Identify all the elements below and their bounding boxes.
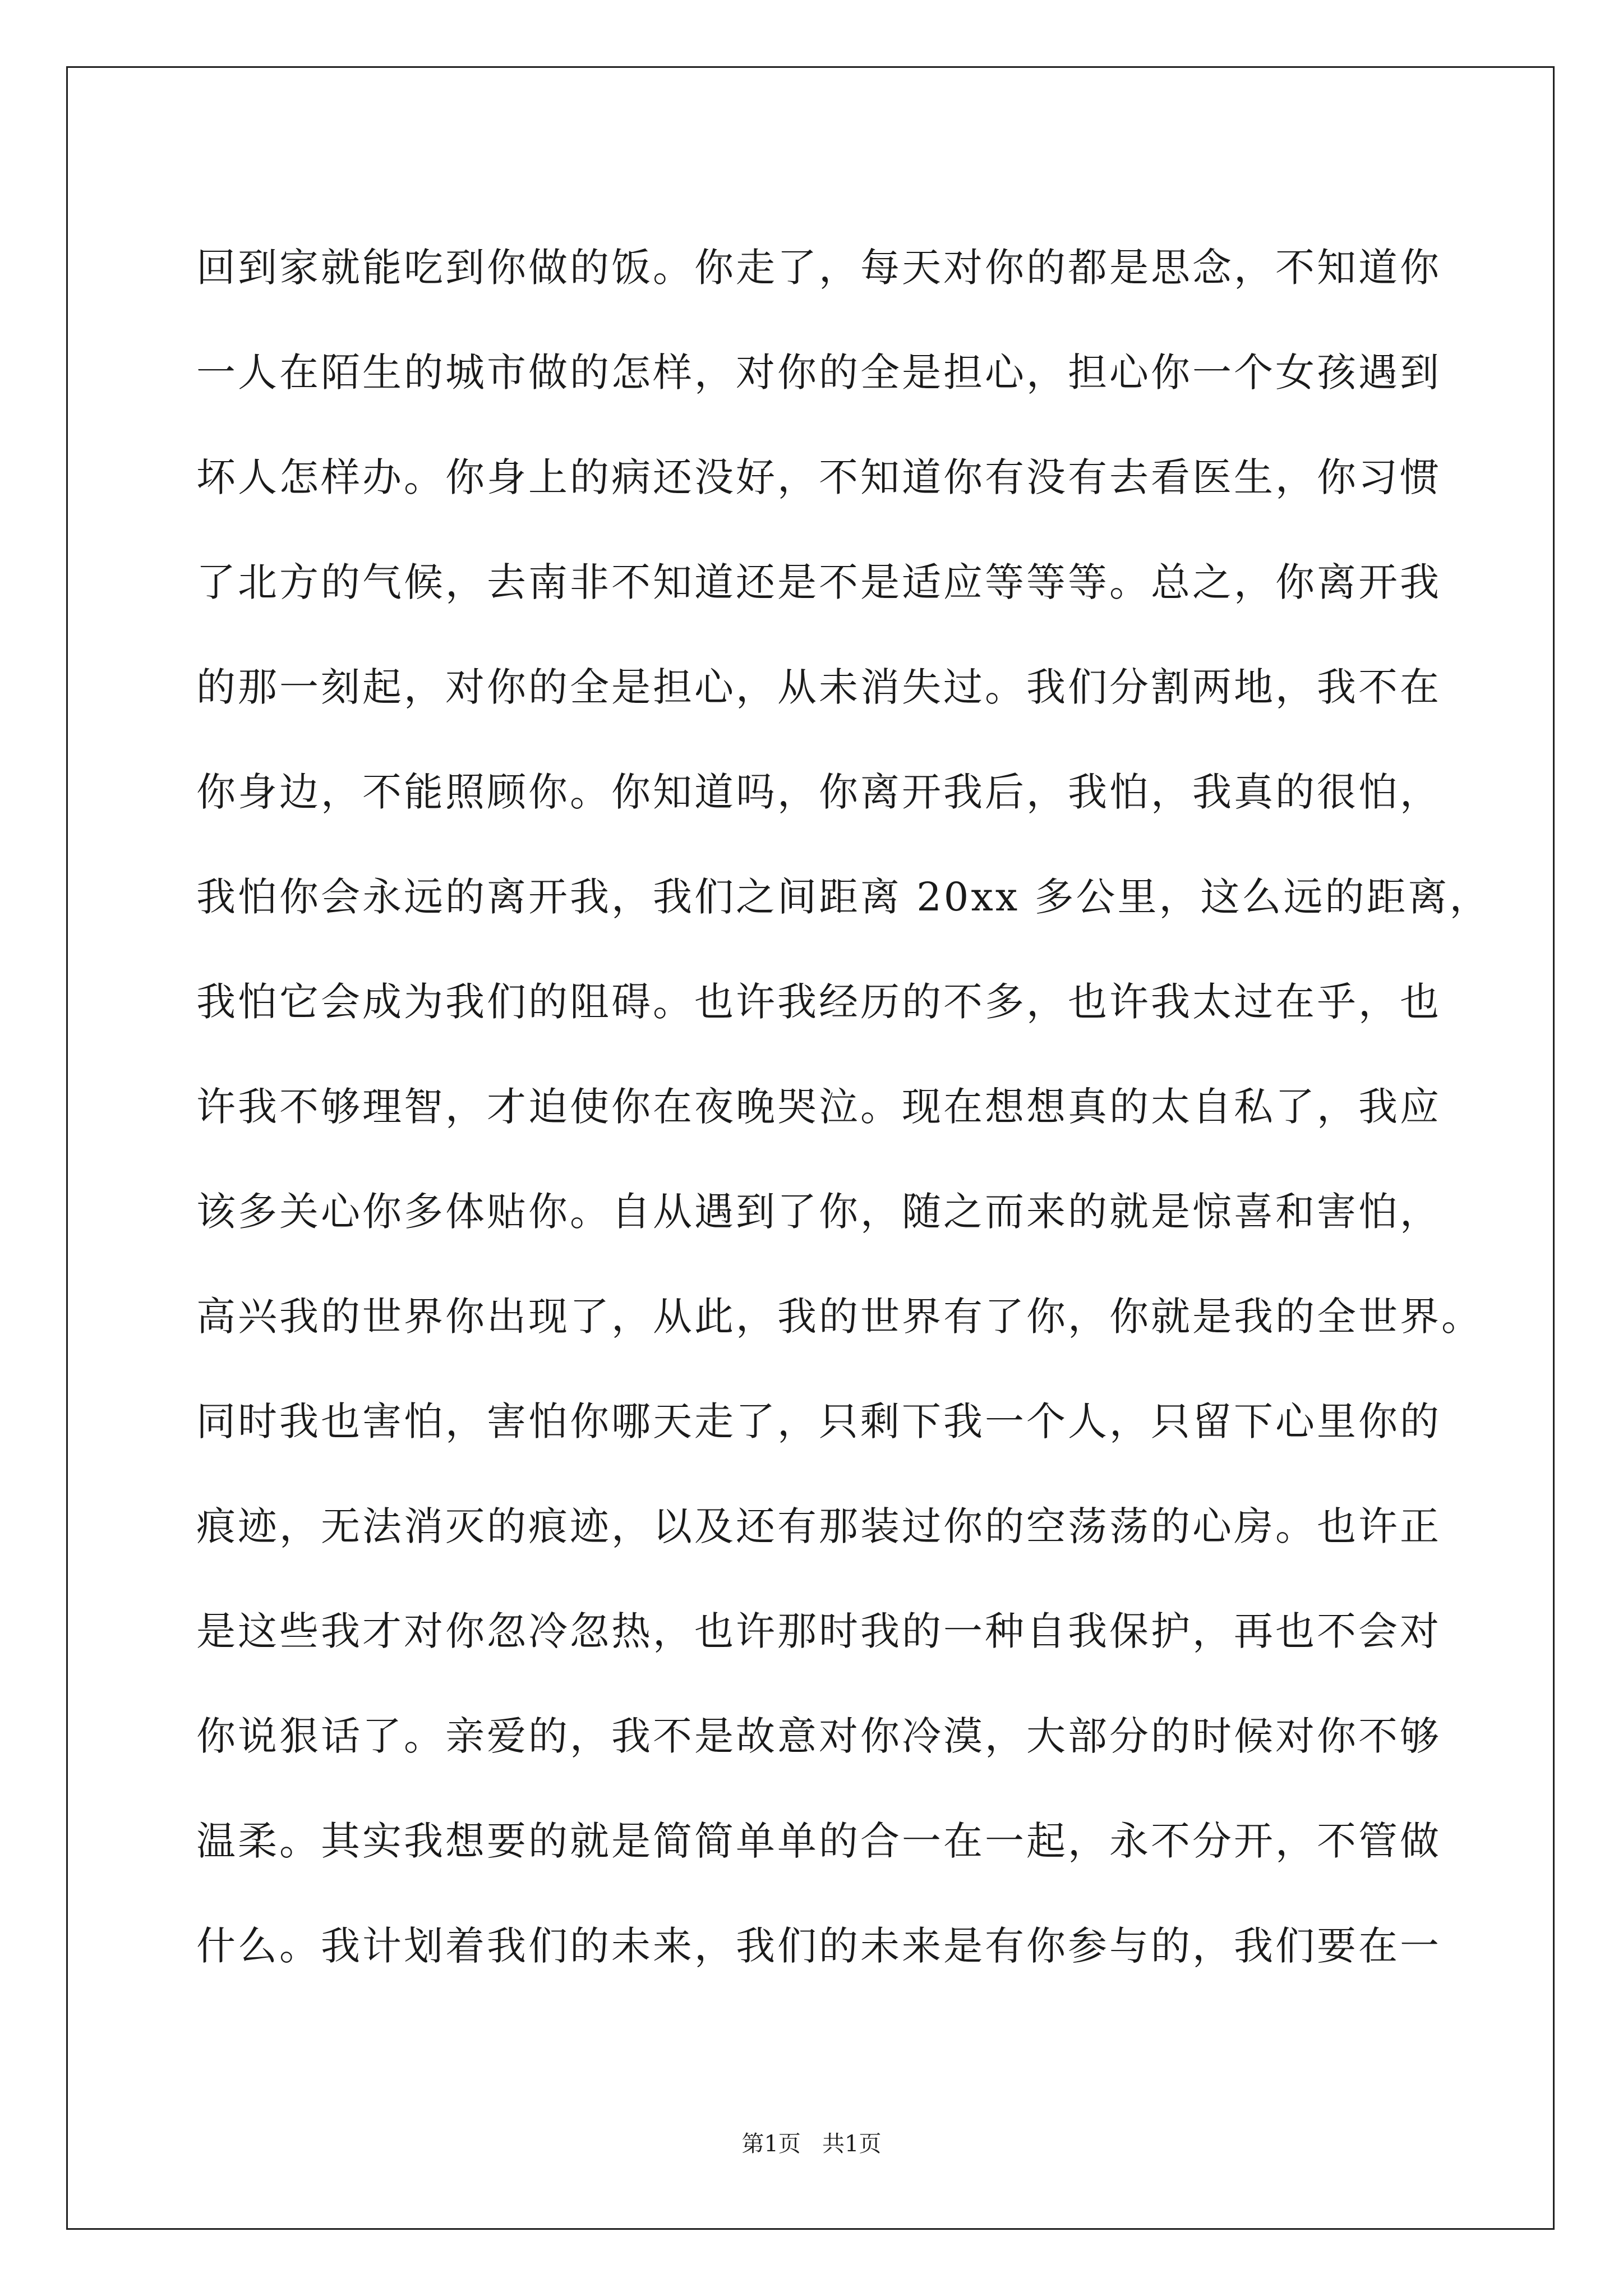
text-line: 许我不够理智，才迫使你在夜晚哭泣。现在想想真的太自私了，我应	[196, 1084, 1441, 1130]
text-line: 你说狠话了。亲爱的，我不是故意对你冷漠，大部分的时候对你不够	[196, 1713, 1441, 1759]
text-line: 坏人怎样办。你身上的病还没好，不知道你有没有去看医生，你习惯	[196, 454, 1441, 500]
text-line: 高兴我的世界你出现了，从此，我的世界有了你，你就是我的全世界。	[196, 1294, 1483, 1340]
text-line: 的那一刻起，对你的全是担心，从未消失过。我们分割两地，我不在	[196, 664, 1441, 710]
document-body	[196, 215, 1491, 1999]
text-line: 了北方的气候，去南非不知道还是不是适应等等等。总之，你离开我	[196, 559, 1441, 605]
text-line: 回到家就能吃到你做的饭。你走了，每天对你的都是思念，不知道你	[196, 245, 1441, 291]
text-line: 该多关心你多体贴你。自从遇到了你，随之而来的就是惊喜和害怕，	[196, 1189, 1441, 1235]
text-line: 我怕它会成为我们的阻碍。也许我经历的不多，也许我太过在乎，也	[196, 979, 1441, 1025]
text-line: 是这些我才对你忽冷忽热，也许那时我的一种自我保护，再也不会对	[196, 1608, 1441, 1654]
text-line: 一人在陌生的城市做的怎样，对你的全是担心，担心你一个女孩遇到	[196, 349, 1441, 395]
text-line: 同时我也害怕，害怕你哪天走了，只剩下我一个人，只留下心里你的	[196, 1398, 1441, 1444]
text-line: 你身边，不能照顾你。你知道吗，你离开我后，我怕，我真的很怕，	[196, 769, 1441, 815]
text-line: 我怕你会永远的离开我，我们之间距离 20xx 多公里，这么远的距离，	[196, 874, 1491, 920]
text-line: 温柔。其实我想要的就是简简单单的合一在一起，永不分开，不管做	[196, 1818, 1441, 1864]
text-line: 什么。我计划着我们的未来，我们的未来是有你参与的，我们要在一	[196, 1923, 1441, 1969]
text-line: 痕迹，无法消灭的痕迹，以及还有那装过你的空荡荡的心房。也许正	[196, 1503, 1441, 1549]
page-number-footer: 第1页 共1页	[741, 2131, 882, 2157]
